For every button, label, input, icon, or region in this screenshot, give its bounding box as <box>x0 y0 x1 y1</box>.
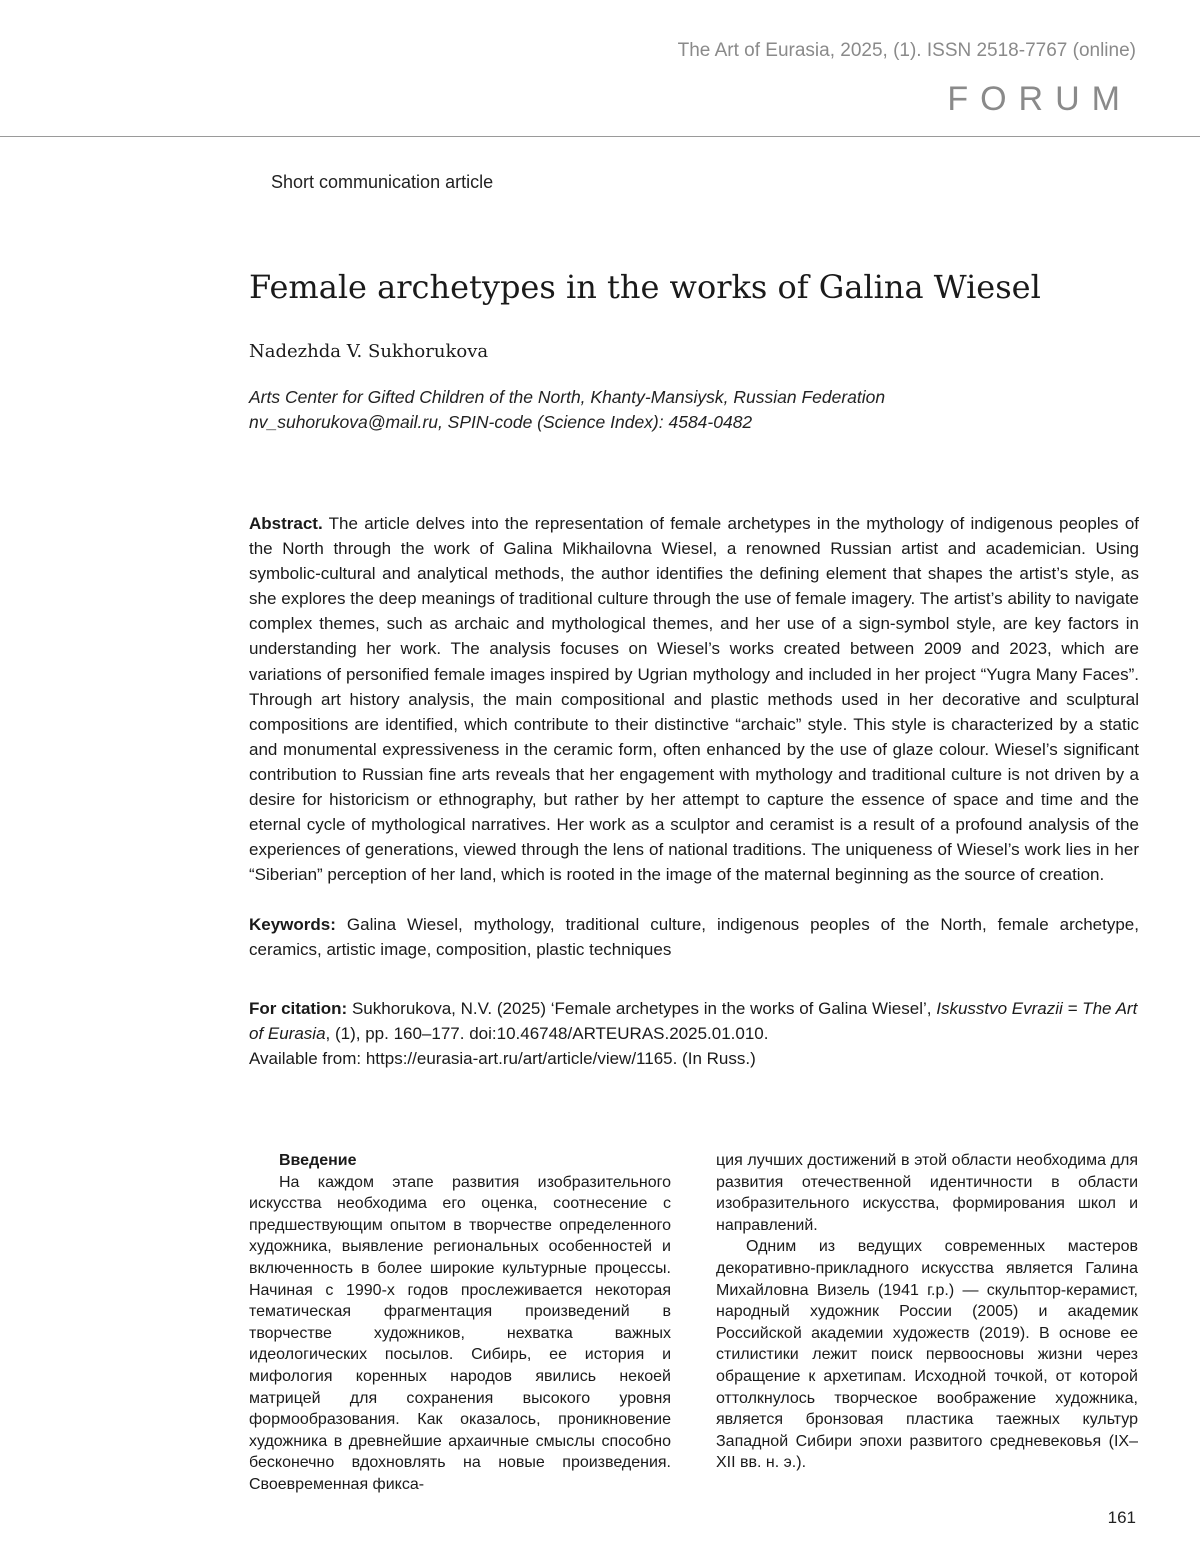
abstract-label: Abstract. <box>249 514 323 533</box>
citation-details: , (1), pp. 160–177. doi:10.46748/ARTEURAS.2025.01.010. <box>325 1024 769 1044</box>
citation-label: For citation: <box>249 999 348 1018</box>
author-name: Nadezhda V. Sukhorukova <box>249 341 489 362</box>
abstract-text: The article delves into the representation of female archetypes in the mythology of indigenous peoples of the North through the work of Galina Mikhailovna Wiesel, a renowned Russian artist and academician. Using symbolic-cultural and analytical methods, the author identifies the defining element that shapes the artist’s style, as she explores the deep meanings of traditional culture through the use of female imagery. The artist’s ability to navigate complex themes, such as archaic and mythological themes, and her use of a sign-symbol style, are key factors in understanding her work. The analysis focuses on Wiesel’s works created between 2009 and 2023, which are variations of personified female images inspired by Ugrian mythology and included in her project “Yugra Many Faces”. Through art history analysis, the main compositional and plastic methods used in her decorative and sculptural compositions are identified, which contribute to their distinctive “archaic” style. This style is characterized by a static and monumental expressiveness in the ceramic form, often enhanced by the use of glaze colour. Wiesel’s significant contribution to Russian fine arts reveals that her engagement with mythology and traditional culture is not driven by a desire for historicism or ethnography, but rather by her attempt to capture the essence of space and time and the eternal cycle of mythological narratives. Her work as a sculptor and ceramist is a result of a profound analysis of the experiences of generations, viewed through the lens of national traditions. The uniqueness of Wiesel’s work lies in her “Siberian” perception of her land, which is rooted in the image of the maternal beginning as the source of creation. <box>249 514 1139 885</box>
citation <box>249 996 1139 1071</box>
article-type: Short communication article <box>271 172 494 192</box>
body-paragraph: Одним из ведущих современных мастеров декоративно-прикладного искусства является Галина Михайловна Визель (1941 г.р.) — скульптор-керамист, народный художник России (2005) и академик Российской академии художеств (2019). В основе ее стилистики лежит поиск первоосновы жизни через обращение к архетипам. Исходной точкой, от которой оттолкнулось творческое воображение художника, является бронзовая пластика таежных культур Западной Сибири эпохи развитого средневековья (IX–XII вв. н. э.). <box>716 1238 1138 1472</box>
article-title: Female archetypes in the works of Galina Wiesel <box>249 268 1041 306</box>
author-contact: nv_suhorukova@mail.ru, SPIN-code (Science Index): 4584-0482 <box>249 412 753 432</box>
body-paragraph: На каждом этапе развития изобразительного искусства необходима его оценка, соотнесение с предшествующим опытом в творчестве определенного художника, выявление региональных особенностей и включенность в более широкие культурные процессы. Начиная с 1990-х годов прослеживается некоторая тематическая фрагментация произведений в творчестве художников, нехватка важных идеологических посылов. Сибирь, ее история и мифология коренных народов явились некоей матрицей для сохранения высокого уровня формообразования. Как оказалось, проникновение художника в древнейшие архаичные смыслы способно бесконечно вдохновлять на новые произведения. Своевременная фикса- <box>249 1173 671 1493</box>
section-label: FORUM <box>947 80 1132 118</box>
page-number: 161 <box>1107 1508 1136 1527</box>
body-column-left <box>249 1150 671 1496</box>
citation-available: Available from: https://eurasia-art.ru/art/article/view/1165. (In Russ.) <box>249 1049 756 1069</box>
keywords <box>249 912 1139 962</box>
keywords-label: Keywords: <box>249 915 336 934</box>
header-divider <box>0 136 1200 137</box>
journal-line: The Art of Eurasia, 2025, (1). ISSN 2518-7767 (online) <box>677 40 1136 61</box>
citation-text: Sukhorukova, N.V. (2025) ‘Female archetypes in the works of Galina Wiesel’, <box>351 999 932 1018</box>
body-column-right <box>716 1150 1138 1474</box>
affiliation: Arts Center for Gifted Children of the North, Khanty-Mansiysk, Russian Federation <box>249 387 886 407</box>
citation-journal: Iskusstvo Evrazii = The Art of Eurasia <box>249 999 1138 1044</box>
affiliation-block <box>249 385 885 435</box>
section-heading: Введение <box>279 1152 357 1169</box>
abstract <box>249 511 1139 887</box>
keywords-text: Galina Wiesel, mythology, traditional culture, indigenous peoples of the North, female archetype, ceramics, artistic image, composition, plastic techniques <box>249 915 1139 960</box>
body-paragraph-continuation: ция лучших достижений в этой области необходима для развития отечественной идентичности в области изобразительного искусства, формирования школ и направлений. <box>716 1152 1138 1234</box>
